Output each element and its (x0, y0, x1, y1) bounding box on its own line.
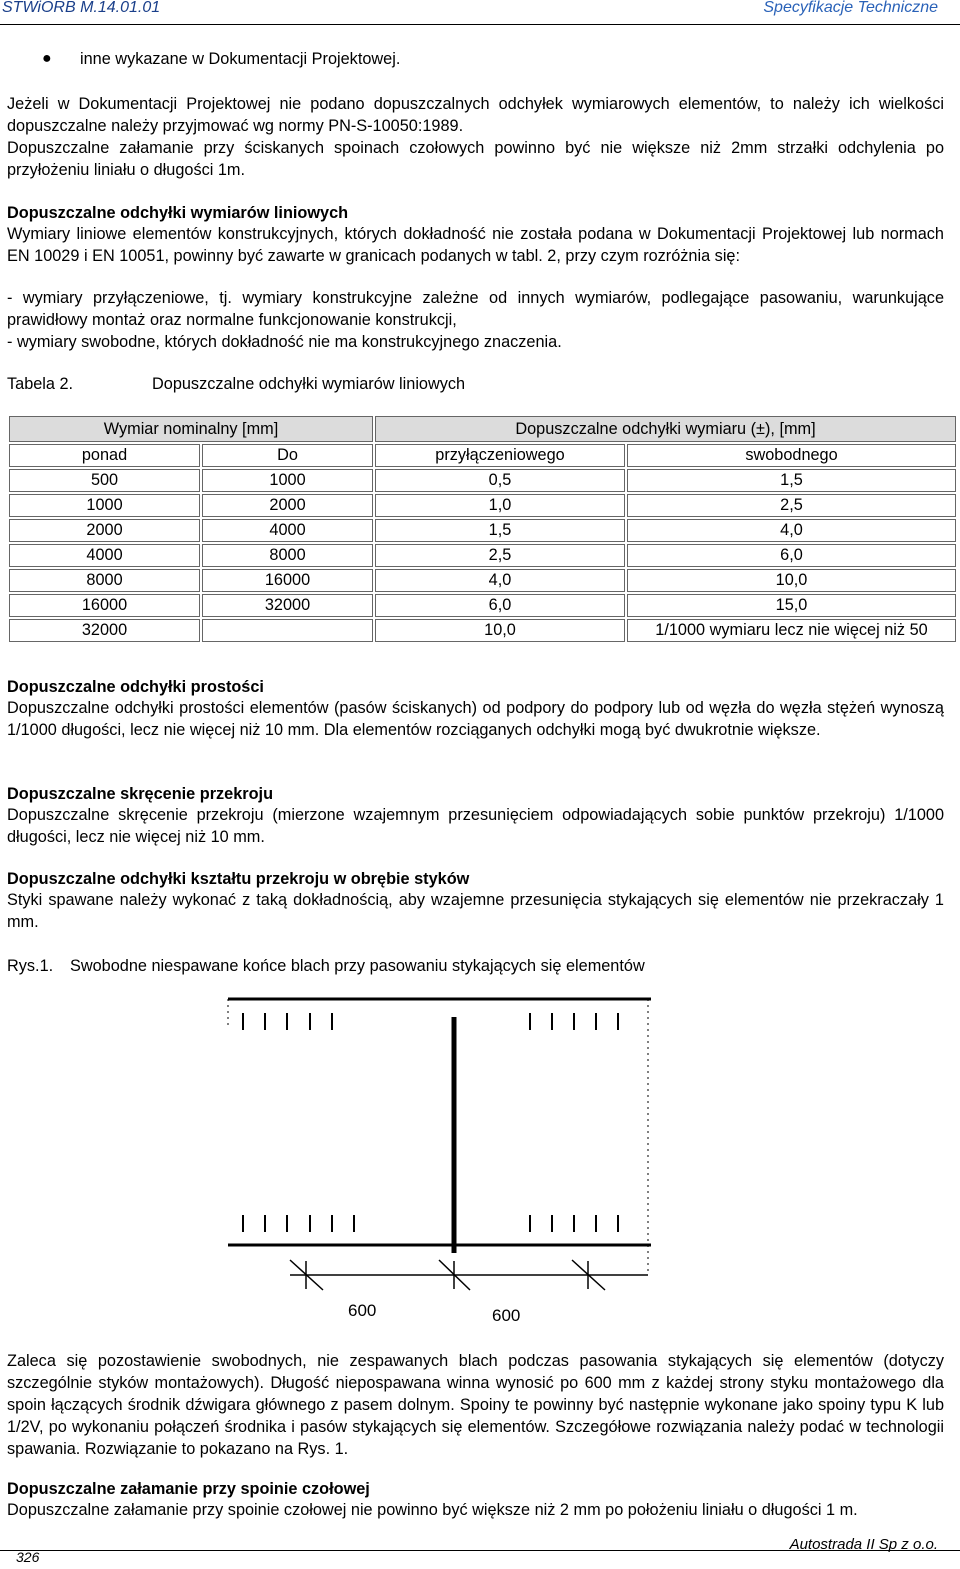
table-cell: 500 (9, 469, 200, 492)
table-subheader-row (9, 444, 956, 467)
table-row (9, 519, 956, 542)
table-cell: 6,0 (627, 544, 956, 567)
dim-label-left: 600 (348, 1301, 377, 1320)
page-number: 326 (16, 1549, 40, 1565)
table-subheader-cell: swobodnego (627, 444, 956, 467)
section-title-straightness: Dopuszczalne odchyłki prostości (7, 678, 264, 696)
section-text-straightness: Dopuszczalne odchyłki prostości elementów (pasów ściskanych) od podpory do podpory lub od węzła do węzła stężeń wynoszą 1/1000 długości, lecz nie więcej niż 10 mm. Dla elementów rozciąganych odchyłki mogą być dwukrotnie większe. (7, 699, 944, 739)
table-cell: 4000 (9, 544, 200, 567)
table-cell: 4000 (202, 519, 373, 542)
table-caption: Dopuszczalne odchyłki wymiarów liniowych (152, 375, 466, 393)
figure-drawing (200, 985, 670, 1335)
table-cell: 10,0 (375, 619, 625, 642)
table-header-deviation: Dopuszczalne odchyłki wymiaru (±), [mm] (375, 416, 956, 442)
weld-ticks-bottom-right (530, 1215, 618, 1232)
weld-ticks-bottom-left (243, 1215, 354, 1232)
bullet-icon: ● (42, 50, 52, 67)
table-row (9, 619, 956, 642)
table-row (9, 494, 956, 517)
table-cell: 1000 (202, 469, 373, 492)
table-label: Tabela 2. (7, 375, 74, 393)
table-cell: 6,0 (375, 594, 625, 617)
table-row (9, 594, 956, 617)
doc-type: Specyfikacje Techniczne (763, 0, 938, 16)
paragraph-weld-break: Dopuszczalne załamanie przy ściskanych spoinach czołowych powinno być nie większe niż 2mm strzałki odchylenia po przyłożeniu liniału o długości 1m. (7, 139, 944, 179)
dim-label-right: 600 (492, 1306, 521, 1325)
table-cell: 1,5 (627, 469, 956, 492)
bullet-item: inne wykazane w Dokumentacji Projektowej. (80, 50, 401, 68)
table-header-nominal: Wymiar nominalny [mm] (9, 416, 373, 442)
table-cell: 2000 (202, 494, 373, 517)
table-cell: 2000 (9, 519, 200, 542)
section-text-torsion: Dopuszczalne skręcenie przekroju (mierzone wzajemnym przesunięciem odpowiadających sobie punktów przekroju) 1/1000 długości, lecz nie więcej niż 10 mm. (7, 806, 944, 846)
section-title-torsion: Dopuszczalne skręcenie przekroju (7, 785, 274, 803)
table-cell: 2,5 (375, 544, 625, 567)
table-cell: 4,0 (627, 519, 956, 542)
list-item-free: - wymiary swobodne, których dokładność nie ma konstrukcyjnego znaczenia. (7, 333, 562, 351)
figure-caption: Swobodne niespawane końce blach przy pasowaniu stykających się elementów (70, 957, 645, 975)
table-cell: 0,5 (375, 469, 625, 492)
table-cell: 16000 (202, 569, 373, 592)
table-cell: 8000 (9, 569, 200, 592)
section-title-linear: Dopuszczalne odchyłki wymiarów liniowych (7, 204, 349, 222)
tolerance-table (7, 414, 958, 644)
table-subheader-cell: przyłączeniowego (375, 444, 625, 467)
table-cell: 1000 (9, 494, 200, 517)
paragraph-tolerances: Jeżeli w Dokumentacji Projektowej nie podano dopuszczalnych odchyłek wymiarowych elementów, to należy ich wielkości dopuszczalne należy przyjmować wg normy PN-S-10050:1989. (7, 95, 944, 135)
list-item-connection: - wymiary przyłączeniowe, tj. wymiary konstrukcyjne zależne od innych wymiarów, podlegające pasowaniu, warunkujące prawidłowy montaż oraz normalne funkcjonowanie konstrukcji, (7, 289, 944, 329)
table-row (9, 569, 956, 592)
footer-company: Autostrada II Sp z o.o. (789, 1536, 938, 1553)
table-cell: 1,0 (375, 494, 625, 517)
section-text-joint-shape: Styki spawane należy wykonać z taką dokładnością, aby wzajemne przesunięcia stykających się elementów nie przekraczały 1 mm. (7, 891, 944, 931)
table-subheader-cell: ponad (9, 444, 200, 467)
table-cell: 32000 (9, 619, 200, 642)
page-header (0, 0, 960, 25)
table-cell: 32000 (202, 594, 373, 617)
table-cell: 2,5 (627, 494, 956, 517)
section-text-linear: Wymiary liniowe elementów konstrukcyjnych, których dokładność nie została podana w Dokumentacji Projektowej lub normach EN 10029 i EN 10051, powinny być zawarte w granicach podanych w tabl. 2, przy czym rozróżnia się: (7, 225, 944, 265)
section-text-butt-weld: Dopuszczalne załamanie przy spoinie czołowej nie powinno być większe niż 2 mm po położeniu liniału o długości 1 m. (7, 1501, 858, 1519)
figure-label: Rys.1. (7, 957, 54, 975)
table-cell: 4,0 (375, 569, 625, 592)
table-row (9, 469, 956, 492)
table-cell: 15,0 (627, 594, 956, 617)
table-cell: 1/1000 wymiaru lecz nie więcej niż 50 (627, 619, 956, 642)
table-cell: 1,5 (375, 519, 625, 542)
section-title-joint-shape: Dopuszczalne odchyłki kształtu przekroju w obrębie styków (7, 870, 470, 888)
table-cell (202, 619, 373, 642)
weld-ticks-top-left (243, 1013, 332, 1030)
table-cell: 10,0 (627, 569, 956, 592)
section-title-butt-weld: Dopuszczalne załamanie przy spoinie czołowej (7, 1480, 370, 1498)
table-cell: 16000 (9, 594, 200, 617)
table-row (9, 544, 956, 567)
table-subheader-cell: Do (202, 444, 373, 467)
weld-ticks-top-right (530, 1013, 618, 1030)
table-cell: 8000 (202, 544, 373, 567)
doc-code: STWiORB M.14.01.01 (2, 0, 161, 16)
paragraph-recommendation: Zaleca się pozostawienie swobodnych, nie zespawanych blach podczas pasowania stykających się elementów (dotyczy szczególnie styków montażowych). Długość niepospawana winna wynosić po 600 mm z każdej strony styku montażowego dla spoin łączących środnik dźwigara głównego z pasem dolnym. Spoiny te powinny być następnie wykonane jako spoiny typu K lub 1/2V, po wykonaniu połączeń środnika i pasów stykających się elementów. Szczegółowe rozwiązania należy podać w technologii spawania. Rozwiązanie to pokazano na Rys. 1. (7, 1352, 944, 1458)
table-header-row (9, 416, 956, 442)
